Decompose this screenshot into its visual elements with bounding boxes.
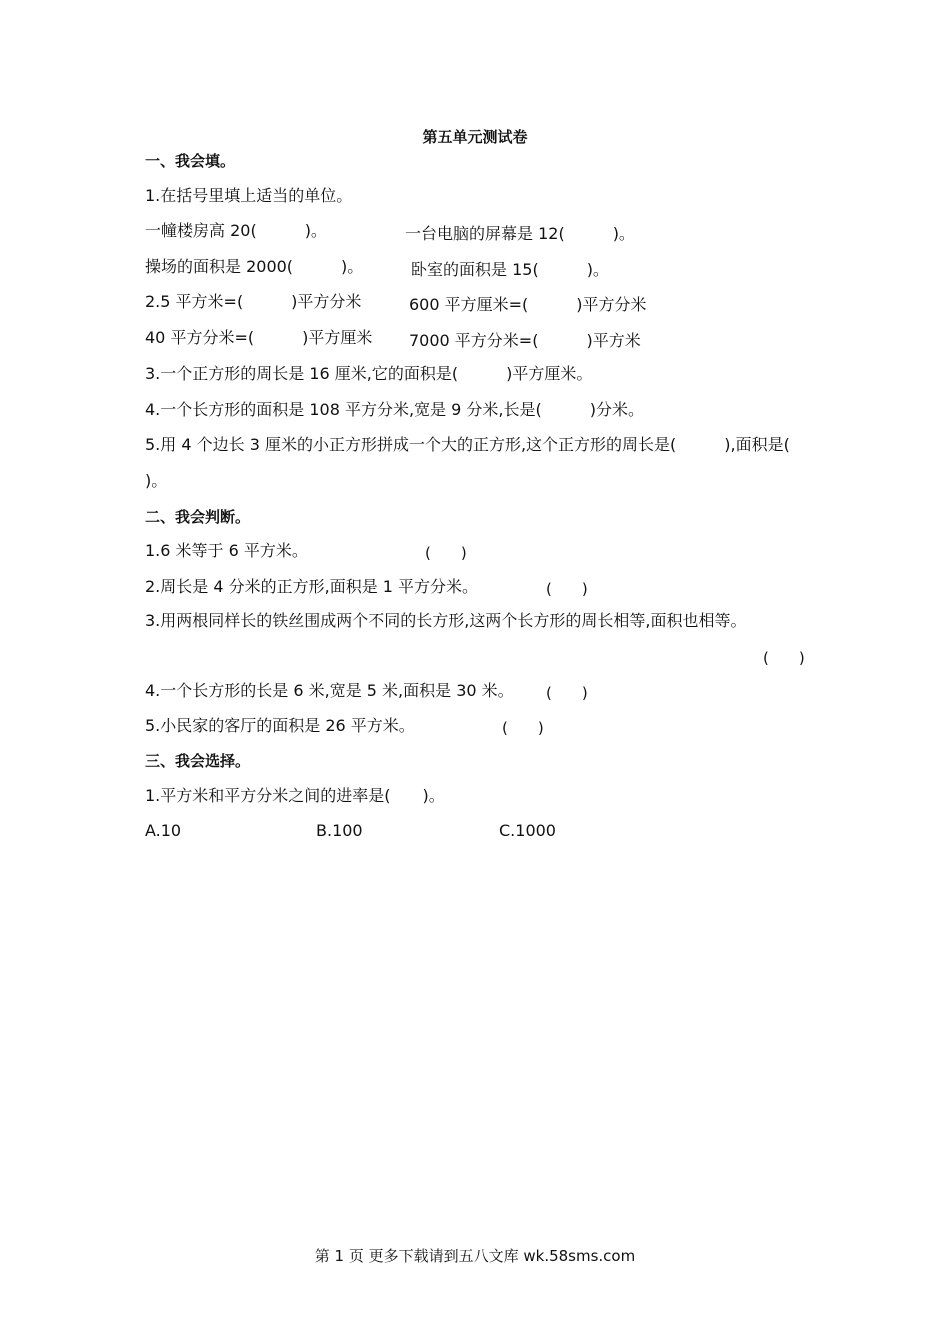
s1-q1-item-d: 卧室的面积是 15( )。 — [411, 260, 609, 279]
s1-question-3: 3.一个正方形的周长是 16 厘米,它的面积是( )平方厘米。 — [145, 364, 593, 383]
s2-question-3: 3.用两根同样长的铁丝围成两个不同的长方形,这两个长方形的周长相等,面积也相等。 — [145, 611, 747, 630]
s3-option-b: B.100 — [316, 821, 363, 840]
s2-q1-answer-paren: ( ) — [425, 544, 467, 562]
s1-question-5-continued: )。 — [145, 471, 168, 490]
s1-q1-item-c: 操场的面积是 2000( )。 — [145, 257, 364, 276]
s1-question-5: 5.用 4 个边长 3 厘米的小正方形拼成一个大的正方形,这个正方形的周长是( ),面积是( — [145, 435, 790, 454]
s2-question-2: 2.周长是 4 分米的正方形,面积是 1 平方分米。 — [145, 577, 479, 596]
s1-q2-item-d: 7000 平方分米=( )平方米 — [409, 331, 641, 350]
s3-question-1: 1.平方米和平方分米之间的进率是( )。 — [145, 786, 445, 805]
s1-q2-item-c: 40 平方分米=( )平方厘米 — [145, 328, 373, 347]
s2-question-1: 1.6 米等于 6 平方米。 — [145, 541, 308, 560]
s1-q2-item-a: 2.5 平方米=( )平方分米 — [145, 292, 362, 311]
s1-q1-item-b: 一台电脑的屏幕是 12( )。 — [405, 224, 635, 243]
s3-option-c: C.1000 — [499, 821, 556, 840]
section2-heading: 二、我会判断。 — [145, 508, 251, 526]
s2-q3-answer-paren: ( ) — [763, 649, 805, 667]
s2-q4-answer-paren: ( ) — [546, 684, 588, 702]
section1-heading: 一、我会填。 — [145, 152, 236, 170]
s2-q5-answer-paren: ( ) — [502, 719, 544, 737]
s2-q2-answer-paren: ( ) — [546, 580, 588, 598]
page-title: 第五单元测试卷 — [422, 128, 528, 146]
section3-heading: 三、我会选择。 — [145, 752, 251, 770]
s3-option-a: A.10 — [145, 821, 182, 840]
s2-question-4: 4.一个长方形的长是 6 米,宽是 5 米,面积是 30 米。 — [145, 681, 514, 700]
s1-q1-item-a: 一幢楼房高 20( )。 — [145, 221, 327, 240]
s1-question-4: 4.一个长方形的面积是 108 平方分米,宽是 9 分米,长是( )分米。 — [145, 400, 644, 419]
s1-question-1: 1.在括号里填上适当的单位。 — [145, 186, 353, 205]
s2-question-5: 5.小民家的客厅的面积是 26 平方米。 — [145, 716, 415, 735]
s1-q2-item-b: 600 平方厘米=( )平方分米 — [409, 295, 647, 314]
page-footer: 第 1 页 更多下载请到五八文库 wk.58sms.com — [314, 1247, 636, 1265]
